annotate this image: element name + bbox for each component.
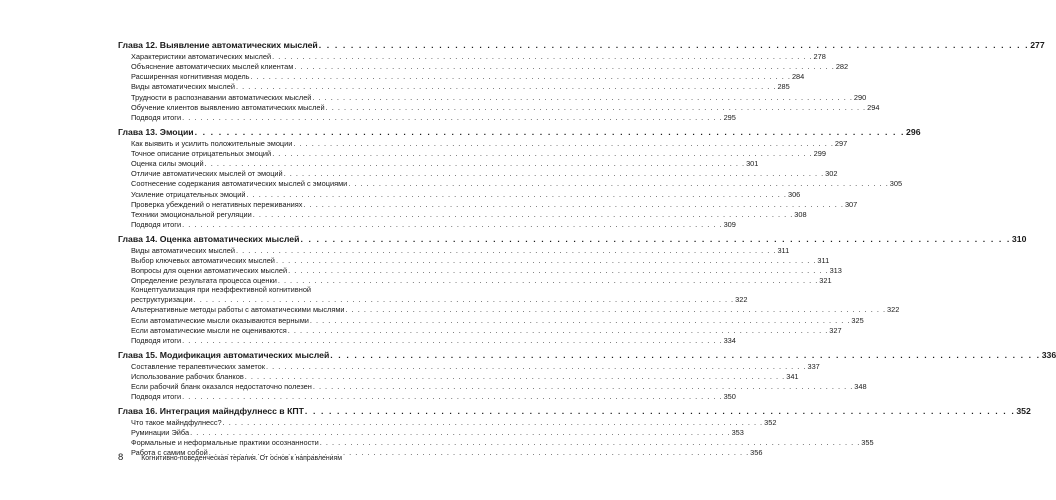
toc-entry-title: Подводя итоги [131,112,182,122]
toc-entry-title: Руминации Эйба [131,428,190,437]
toc-entry-title: Соотнесение содержания автоматических мыслей с эмоциями [131,179,348,189]
toc-entry-title: Вопросы для оценки автоматических мыслей [131,266,288,276]
toc-entry-page-number: 282 [835,61,849,71]
toc-entry-page-number: 307 [844,199,858,209]
dot-leader: . . . . . . . . . . . . . . . . . . . . . . . . . . . . . . . . . . . . . . . . . . . . . . . . . . . . . . . . . . . . . . . . . . . . . . . . . . . . . . . . . . . . . . . . . [222,417,764,427]
toc-entry [118,70,805,82]
toc-entry-title: Техники эмоциональной регуляции [131,209,252,219]
toc-chapter [118,37,1045,122]
dot-leader: . . . . . . . . . . . . . . . . . . . . . . . . . . . . . . . . . . . . . . . . . . . . . . . . . . . . . . . . . . . . . . . . . . . . . . . . . . . . . . . . . . . . . . . . . [250,72,791,82]
dot-leader: . . . . . . . . . . . . . . . . . . . . . . . . . . . . . . . . . . . . . . . . . . . . . . . . . . . . . . . . . . . . . . . . . . . . . . . . . . . . . . . . . . . . . . . . . [304,406,1016,417]
dot-leader: . . . . . . . . . . . . . . . . . . . . . . . . . . . . . . . . . . . . . . . . . . . . . . . . . . . . . . . . . . . . . . . . . . . . . . . . . . . . . . . . . . . . . . . . . [312,381,854,391]
chapter-heading-page-number: 352 [1016,406,1031,417]
chapter-heading [118,347,1056,361]
chapter-heading-title: Глава 12. Выявление автоматических мыслей [118,40,318,51]
toc-entry-page-number: 327 [829,325,842,335]
toc-entry-page-number: 352 [764,417,777,427]
toc-entry [118,81,790,92]
dot-leader: . . . . . . . . . . . . . . . . . . . . . . . . . . . . . . . . . . . . . . . . . . . . . . . . . . . . . . . . . . . . . . . . . . . . . . . . . . . . . . . . . . . . . . . . . [293,138,834,148]
dot-leader: . . . . . . . . . . . . . . . . . . . . . . . . . . . . . . . . . . . . . . . . . . . . . . . . . . . . . . . . . . . . . . . . . . . . . . . . . . . . . . . . . . . . . . . . . [235,82,777,92]
toc-entry [118,314,864,325]
dot-leader: . . . . . . . . . . . . . . . . . . . . . . . . . . . . . . . . . . . . . . . . . . . . . . . . . . . . . . . . . . . . . . . . . . . . . . . . . . . . . . . . . . . . . . . . . [194,127,906,138]
dot-leader: . . . . . . . . . . . . . . . . . . . . . . . . . . . . . . . . . . . . . . . . . . . . . . . . . . . . . . . . . . . . . . . . . . . . . . . . . . . . . . . . . . . . . . . . . [244,371,786,381]
dot-leader: . . . . . . . . . . . . . . . . . . . . . . . . . . . . . . . . . . . . . . . . . . . . . . . . . . . . . . . . . . . . . . . . . . . . . . . . . . . . . . . . . . . . . . . . . [303,199,844,209]
toc-entry [118,167,838,179]
footer-running-title: Когнитивно-поведенческая терапия. От основ к направлениям [141,455,342,462]
toc-entry-page-number: 334 [723,335,736,345]
toc-entry [118,426,744,437]
dot-leader: . . . . . . . . . . . . . . . . . . . . . . . . . . . . . . . . . . . . . . . . . . . . . . . . . . . . . . . . . . . . . . . . . . . . . . . . . . . . . . . . . . . . . . . . . [294,61,835,71]
toc-entry-page-number: 284 [791,72,805,82]
dot-leader: . . . . . . . . . . . . . . . . . . . . . . . . . . . . . . . . . . . . . . . . . . . . . . . . . . . . . . . . . . . . . . . . . . . . . . . . . . . . . . . . . . . . . . . . . [190,428,731,437]
toc-entry-page-number: 313 [829,266,842,276]
dot-leader: . . . . . . . . . . . . . . . . . . . . . . . . . . . . . . . . . . . . . . . . . . . . . . . . . . . . . . . . . . . . . . . . . . . . . . . . . . . . . . . . . . . . . . . . . [283,169,825,179]
toc-entry [118,157,759,168]
toc-entry-title: Подводя итоги [131,335,182,345]
dot-leader: . . . . . . . . . . . . . . . . . . . . . . . . . . . . . . . . . . . . . . . . . . . . . . . . . . . . . . . . . . . . . . . . . . . . . . . . . . . . . . . . . . . . . . . . . [345,305,887,315]
toc-entry [118,390,736,402]
toc-entry [118,244,790,255]
dot-leader: . . . . . . . . . . . . . . . . . . . . . . . . . . . . . . . . . . . . . . . . . . . . . . . . . . . . . . . . . . . . . . . . . . . . . . . . . . . . . . . . . . . . . . . . . [325,102,867,112]
toc-entry-title: Если автоматические мысли оказываются верными [131,315,309,325]
toc-entry [118,147,826,158]
toc-chapter [118,403,1031,458]
dot-leader: . . . . . . . . . . . . . . . . . . . . . . . . . . . . . . . . . . . . . . . . . . . . . . . . . . . . . . . . . . . . . . . . . . . . . . . . . . . . . . . . . . . . . . . . . [182,220,723,230]
toc-entry [118,50,826,61]
toc-entry [118,275,832,286]
chapter-heading-title: Глава 16. Интеграция майндфулнесс в КПТ [118,406,304,417]
dot-leader: . . . . . . . . . . . . . . . . . . . . . . . . . . . . . . . . . . . . . . . . . . . . . . . . . . . . . . . . . . . . . . . . . . . . . . . . . . . . . . . . . . . . . . . . . [204,158,746,168]
toc-entry [118,304,900,315]
toc-entry [118,324,842,335]
toc-entry-title: Обучение клиентов выявлению автоматических мыслей [131,102,325,112]
toc-entry-title: Трудности в распознавании автоматических мыслей [131,92,312,102]
toc-entry-page-number: 278 [813,51,826,61]
toc-entry [118,334,736,345]
chapter-heading [118,403,1031,417]
dot-leader: . . . . . . . . . . . . . . . . . . . . . . . . . . . . . . . . . . . . . . . . . . . . . . . . . . . . . . . . . . . . . . . . . . . . . . . . . . . . . . . . . . . . . . . . . [272,148,813,158]
toc-entry-page-number: 308 [794,209,807,219]
dot-leader: . . . . . . . . . . . . . . . . . . . . . . . . . . . . . . . . . . . . . . . . . . . . . . . . . . . . . . . . . . . . . . . . . . . . . . . . . . . . . . . . . . . . . . . . . [272,51,813,61]
dot-leader: . . . . . . . . . . . . . . . . . . . . . . . . . . . . . . . . . . . . . . . . . . . . . . . . . . . . . . . . . . . . . . . . . . . . . . . . . . . . . . . . . . . . . . . . . [348,179,889,189]
toc-entry-page-number: 301 [746,158,759,168]
toc-entry [118,285,383,294]
toc-entry-page-number: 311 [817,255,830,265]
toc-entry-title: Точное описание отрицательных эмоций [131,148,272,158]
toc-entry [118,360,820,371]
toc-entry-title: Отличие автоматических мыслей от эмоций [131,169,283,179]
toc-entry-title: Объяснение автоматических мыслей клиентам [131,61,294,71]
chapter-heading-title: Глава 15. Модификация автоматических мыслей [118,350,330,361]
toc-entry-page-number: 337 [807,361,820,371]
toc-entry-title: Усиление отрицательных эмоций [131,189,246,199]
toc-chapter [118,124,921,230]
toc-entry-title: Расширенная когнитивная модель [131,72,250,82]
toc-entry [118,91,867,102]
toc-entry [118,188,801,199]
dot-leader: . . . . . . . . . . . . . . . . . . . . . . . . . . . . . . . . . . . . . . . . . . . . . . . . . . . . . . . . . . . . . . . . . . . . . . . . . . . . . . . . . . . . . . . . . [312,92,853,102]
toc-entry-title: Если автоматические мысли не оцениваются [131,325,287,335]
toc-entry-title: Использование рабочих бланков [131,371,244,381]
toc-entry-page-number: 306 [787,189,801,199]
dot-leader: . . . . . . . . . . . . . . . . . . . . . . . . . . . . . . . . . . . . . . . . . . . . . . . . . . . . . . . . . . . . . . . . . . . . . . . . . . . . . . . . . . . . . . . . . [266,361,807,371]
toc-entry [118,178,903,189]
dot-leader: . . . . . . . . . . . . . . . . . . . . . . . . . . . . . . . . . . . . . . . . . . . . . . . . . . . . . . . . . . . . . . . . . . . . . . . . . . . . . . . . . . . . . . . . . [318,40,1030,51]
toc-entry-page-number: 348 [854,381,867,391]
toc-entry-page-number: 299 [813,148,826,158]
toc-entry [118,218,736,230]
dot-leader: . . . . . . . . . . . . . . . . . . . . . . . . . . . . . . . . . . . . . . . . . . . . . . . . . . . . . . . . . . . . . . . . . . . . . . . . . . . . . . . . . . . . . . . . . [182,392,723,402]
toc-entry-title: реструктуризации [131,295,193,305]
dot-leader: . . . . . . . . . . . . . . . . . . . . . . . . . . . . . . . . . . . . . . . . . . . . . . . . . . . . . . . . . . . . . . . . . . . . . . . . . . . . . . . . . . . . . . . . . [319,438,861,448]
toc-entry [118,380,867,391]
toc-entry-title: Составление терапевтических заметок [131,361,265,371]
toc-entry-page-number: 321 [819,276,832,286]
chapter-heading-page-number: 336 [1041,350,1056,361]
toc-entry-page-number: 322 [735,295,748,305]
toc-entry-page-number: 302 [825,169,838,179]
toc-entry-page-number: 322 [887,305,900,315]
toc-entry-title: Виды автоматических мыслей [131,82,235,92]
toc-entry-page-number: 285 [777,82,790,92]
toc-entry-title: Как выявить и усилить положительные эмоции [131,138,293,148]
toc-entry-page-number: 356 [750,448,763,458]
toc-entry-page-number: 311 [777,245,790,255]
chapter-heading-page-number: 310 [1011,234,1027,245]
toc-entry-page-number: 290 [853,92,867,102]
page-footer [118,452,342,463]
chapter-heading-page-number: 296 [906,127,921,138]
toc-entry-page-number: 295 [723,112,736,122]
toc-entry-title: Характеристики автоматических мыслей [131,51,272,61]
toc-entry [118,370,799,381]
toc-entry [118,293,748,305]
toc-entry-title: Выбор ключевых автоматических мыслей [131,255,275,265]
dot-leader: . . . . . . . . . . . . . . . . . . . . . . . . . . . . . . . . . . . . . . . . . . . . . . . . . . . . . . . . . . . . . . . . . . . . . . . . . . . . . . . . . . . . . . . . . [330,350,1041,361]
dot-leader: . . . . . . . . . . . . . . . . . . . . . . . . . . . . . . . . . . . . . . . . . . . . . . . . . . . . . . . . . . . . . . . . . . . . . . . . . . . . . . . . . . . . . . . . . [182,335,723,345]
toc-entry [118,101,880,112]
dot-leader: . . . . . . . . . . . . . . . . . . . . . . . . . . . . . . . . . . . . . . . . . . . . . . . . . . . . . . . . . . . . . . . . . . . . . . . . . . . . . . . . . . . . . . . . . [275,255,817,265]
toc-entry [118,137,848,148]
toc-entry-page-number: 350 [723,392,736,402]
toc-entry-page-number: 355 [861,438,874,448]
toc-entry [118,436,874,448]
dot-leader: . . . . . . . . . . . . . . . . . . . . . . . . . . . . . . . . . . . . . . . . . . . . . . . . . . . . . . . . . . . . . . . . . . . . . . . . . . . . . . . . . . . . . . . . . [208,448,750,458]
dot-leader: . . . . . . . . . . . . . . . . . . . . . . . . . . . . . . . . . . . . . . . . . . . . . . . . . . . . . . . . . . . . . . . . . . . . . . . . . . . . . . . . . . . . . . . . . [300,234,1011,245]
toc-entry-title: Подводя итоги [131,220,182,230]
toc-chapter [118,347,1056,402]
toc-entry-page-number: 305 [889,179,903,189]
dot-leader: . . . . . . . . . . . . . . . . . . . . . . . . . . . . . . . . . . . . . . . . . . . . . . . . . . . . . . . . . . . . . . . . . . . . . . . . . . . . . . . . . . . . . . . . . [193,295,735,305]
toc-entry [118,111,736,122]
toc-entry-page-number: 353 [731,428,744,437]
chapter-heading-title: Глава 14. Оценка автоматических мыслей [118,234,300,245]
toc-entry-page-number: 297 [834,138,848,148]
toc-entry-title: Подводя итоги [131,392,182,402]
footer-page-number: 8 [118,452,124,463]
toc-entry-title: Если рабочий бланк оказался недостаточно полезен [131,381,312,391]
toc-entry [118,254,830,265]
toc-chapter [118,231,1027,345]
dot-leader: . . . . . . . . . . . . . . . . . . . . . . . . . . . . . . . . . . . . . . . . . . . . . . . . . . . . . . . . . . . . . . . . . . . . . . . . . . . . . . . . . . . . . . . . . [182,112,723,122]
chapter-heading [118,124,921,138]
toc-entry-title: Концептуализация при неэффективной когнитивной [131,284,312,294]
dot-leader: . . . . . . . . . . . . . . . . . . . . . . . . . . . . . . . . . . . . . . . . . . . . . . . . . . . . . . . . . . . . . . . . . . . . . . . . . . . . . . . . . . . . . . . . . [246,189,787,199]
dot-leader: . . . . . . . . . . . . . . . . . . . . . . . . . . . . . . . . . . . . . . . . . . . . . . . . . . . . . . . . . . . . . . . . . . . . . . . . . . . . . . . . . . . . . . . . . [277,276,819,286]
toc-entry-page-number: 309 [723,220,736,230]
table-of-contents [118,37,1056,459]
toc-entry [118,416,777,427]
dot-leader: . . . . . . . . . . . . . . . . . . . . . . . . . . . . . . . . . . . . . . . . . . . . . . . . . . . . . . . . . . . . . . . . . . . . . . . . . . . . . . . . . . . . . . . . . [235,245,777,255]
toc-entry [118,60,849,71]
chapter-heading [118,37,1045,51]
chapter-heading [118,231,1027,245]
toc-entry-title: Оценка силы эмоций [131,158,204,168]
dot-leader: . . . . . . . . . . . . . . . . . . . . . . . . . . . . . . . . . . . . . . . . . . . . . . . . . . . . . . . . . . . . . . . . . . . . . . . . . . . . . . . . . . . . . . . . . [252,209,794,219]
toc-entry [118,264,842,276]
toc-entry-title: Работа с самим собой [131,448,208,458]
toc-entry-title: Определение результата процесса оценки [131,276,277,286]
toc-entry-title: Виды автоматических мыслей [131,245,235,255]
toc-entry-page-number: 341 [786,371,799,381]
toc-entry [118,208,807,219]
dot-leader: . . . . . . . . . . . . . . . . . . . . . . . . . . . . . . . . . . . . . . . . . . . . . . . . . . . . . . . . . . . . . . . . . . . . . . . . . . . . . . . . . . . . . . . . . [288,266,829,276]
chapter-heading-title: Глава 13. Эмоции [118,127,194,138]
dot-leader: . . . . . . . . . . . . . . . . . . . . . . . . . . . . . . . . . . . . . . . . . . . . . . . . . . . . . . . . . . . . . . . . . . . . . . . . . . . . . . . . . . . . . . . . . [287,325,829,335]
toc-entry-title: Проверка убеждений о негативных переживаниях [131,199,303,209]
dot-leader: . . . . . . . . . . . . . . . . . . . . . . . . . . . . . . . . . . . . . . . . . . . . . . . . . . . . . . . . . . . . . . . . . . . . . . . . . . . . . . . . . . . . . . . . . [309,315,851,325]
toc-entry-title: Формальные и неформальные практики осознанности [131,438,319,448]
toc-entry-page-number: 294 [867,102,880,112]
toc-entry [118,198,858,209]
toc-entry-page-number: 325 [851,315,864,325]
chapter-heading-page-number: 277 [1030,40,1045,51]
toc-entry-title: Что такое майндфулнесс? [131,417,222,427]
toc-entry-title: Альтернативные методы работы с автоматическими мыслями [131,305,345,315]
